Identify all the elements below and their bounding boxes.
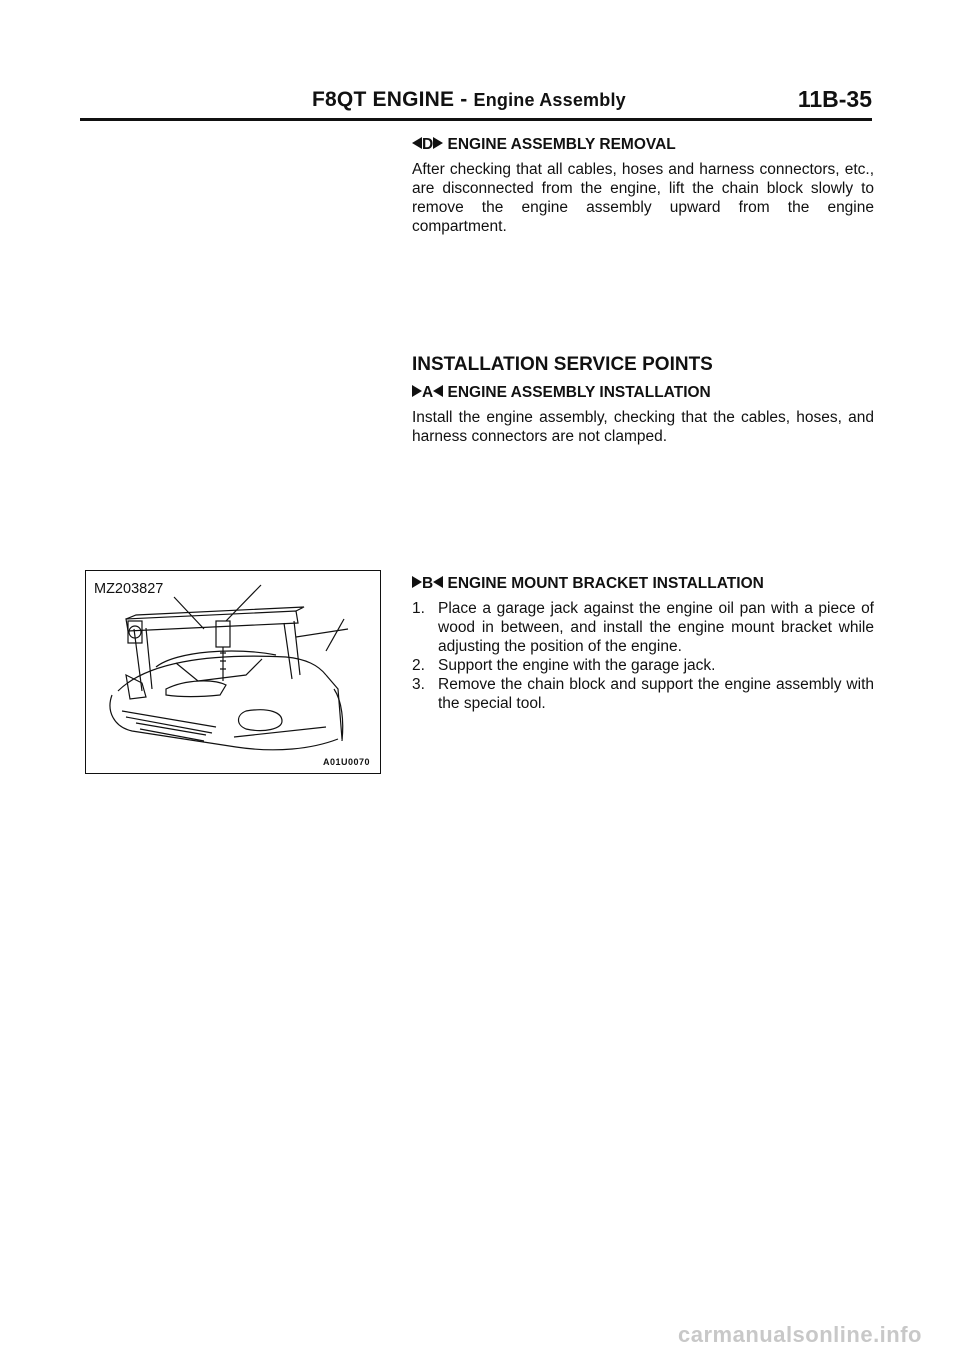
step-list xyxy=(412,599,874,713)
install-a-code: A xyxy=(422,384,434,401)
page-title-sub: Engine Assembly xyxy=(473,90,626,110)
install-a-body: Install the engine assembly, checking that the cables, hoses, and harness connectors are not clamped. xyxy=(412,409,874,445)
arrow-left-icon xyxy=(433,576,443,588)
removal-heading-text: ENGINE ASSEMBLY REMOVAL xyxy=(447,136,676,153)
page-title-main: F8QT ENGINE - xyxy=(312,88,474,111)
arrow-right-icon xyxy=(412,576,422,588)
installation-section xyxy=(412,354,874,446)
list-item: 2. Support the engine with the garage jack. xyxy=(412,657,716,674)
install-b-heading xyxy=(412,575,874,593)
page-title xyxy=(312,88,626,112)
page-number: 11B-35 xyxy=(797,86,872,112)
arrow-right-icon xyxy=(412,385,422,397)
install-b-heading-text: ENGINE MOUNT BRACKET INSTALLATION xyxy=(447,575,764,592)
removal-section xyxy=(412,136,874,236)
watermark: carmanualsonline.info xyxy=(678,1322,922,1347)
removal-heading xyxy=(412,136,874,154)
page-header xyxy=(80,88,872,122)
installation-heading: INSTALLATION SERVICE POINTS xyxy=(412,354,713,375)
removal-body: After checking that all cables, hoses and harness connectors, etc., are disconnected from the engine, lift the chain block slowly to remove the engine assembly upward from the engine compartment. xyxy=(412,161,874,235)
list-item: 1. Place a garage jack against the engine oil pan with a piece of wood in between, and install the engine mount bracket while adjusting the position of the engine. xyxy=(412,600,874,655)
arrow-left-icon xyxy=(412,137,422,149)
engine-lift-figure xyxy=(85,570,381,774)
arrow-right-icon xyxy=(433,137,443,149)
removal-code: D xyxy=(422,136,434,153)
engine-lift-illustration xyxy=(86,571,382,775)
list-item: 3. Remove the chain block and support the engine assembly with the special tool. xyxy=(412,676,874,712)
tool-number-label: MZ203827 xyxy=(94,581,164,597)
install-a-heading xyxy=(412,384,874,402)
install-b-code: B xyxy=(422,575,434,592)
figure-code: A01U0070 xyxy=(322,757,370,767)
header-rule xyxy=(80,118,872,121)
arrow-left-icon xyxy=(433,385,443,397)
mount-bracket-section xyxy=(412,575,874,713)
install-a-heading-text: ENGINE ASSEMBLY INSTALLATION xyxy=(447,384,711,401)
